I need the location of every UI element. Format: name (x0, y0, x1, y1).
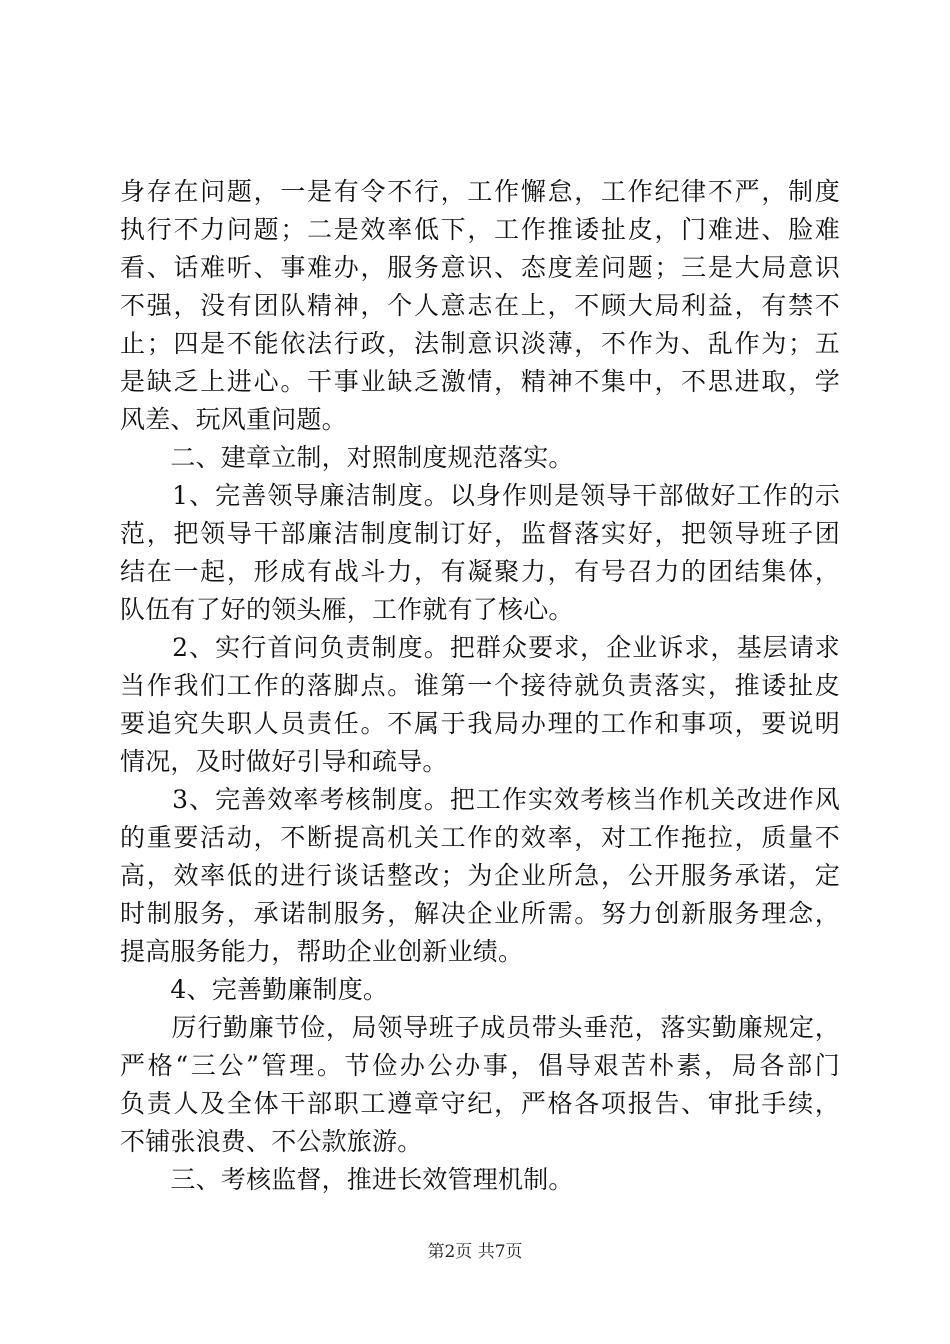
section-heading: 三、考核监督，推进长效管理机制。 (120, 1165, 574, 1194)
text-line: 当作我们工作的落脚点。谁第一个接待就负责落实，推诿扯皮 (120, 671, 840, 700)
text-line: 1、完善领导廉洁制度。以身作则是领导干部做好工作的示 (120, 481, 840, 510)
text-line: 负责人及全体干部职工遵章守纪，严格各项报告、审批手续， (120, 1089, 840, 1118)
text-line: 执行不力问题；二是效率低下，工作推诿扯皮，门难进、脸难 (120, 215, 840, 244)
text-line: 范，把领导干部廉洁制度制订好，监督落实好，把领导班子团 (120, 519, 840, 548)
text-line: 队伍有了好的领头雁，工作就有了核心。 (120, 595, 574, 624)
text-line: 严格“三公”管理。节俭办公办事，倡导艰苦朴素，局各部门 (120, 1051, 840, 1080)
text-line: 2、实行首问负责制度。把群众要求，企业诉求，基层请求 (120, 633, 840, 662)
text-line: 要追究失职人员责任。不属于我局办理的工作和事项，要说明 (120, 709, 840, 738)
text-line: 不强，没有团队精神，个人意志在上，不顾大局利益，有禁不 (120, 291, 840, 320)
text-line: 时制服务，承诺制服务，解决企业所需。努力创新服务理念， (120, 899, 840, 928)
text-line: 止；四是不能依法行政，法制意识淡薄，不作为、乱作为；五 (120, 329, 840, 358)
text-line: 提高服务能力，帮助企业创新业绩。 (120, 937, 524, 966)
text-line: 是缺乏上进心。干事业缺乏激情，精神不集中，不思进取，学 (120, 367, 840, 396)
text-line: 厉行勤廉节俭，局领导班子成员带头垂范，落实勤廉规定， (120, 1013, 840, 1042)
section-heading: 二、建章立制，对照制度规范落实。 (120, 443, 574, 472)
text-line: 情况，及时做好引导和疏导。 (120, 747, 448, 776)
text-line: 结在一起，形成有战斗力，有凝聚力，有号召力的团结集体， (120, 557, 840, 586)
text-line: 高，效率低的进行谈话整改；为企业所急，公开服务承诺，定 (120, 861, 840, 890)
text-line: 身存在问题，一是有令不行，工作懈怠，工作纪律不严，制度 (120, 177, 840, 206)
text-line: 看、话难听、事难办，服务意识、态度差问题；三是大局意识 (120, 253, 840, 282)
subsection-heading: 4、完善勤廉制度。 (120, 975, 389, 1004)
text-line: 不铺张浪费、不公款旅游。 (120, 1127, 423, 1156)
page-footer: 第2页 共7页 (427, 1242, 523, 1262)
text-line: 3、完善效率考核制度。把工作实效考核当作机关改进作风 (120, 785, 840, 814)
text-line: 的重要活动，不断提高机关工作的效率，对工作拖拉，质量不 (120, 823, 840, 852)
text-line: 风差、玩风重问题。 (120, 405, 347, 434)
